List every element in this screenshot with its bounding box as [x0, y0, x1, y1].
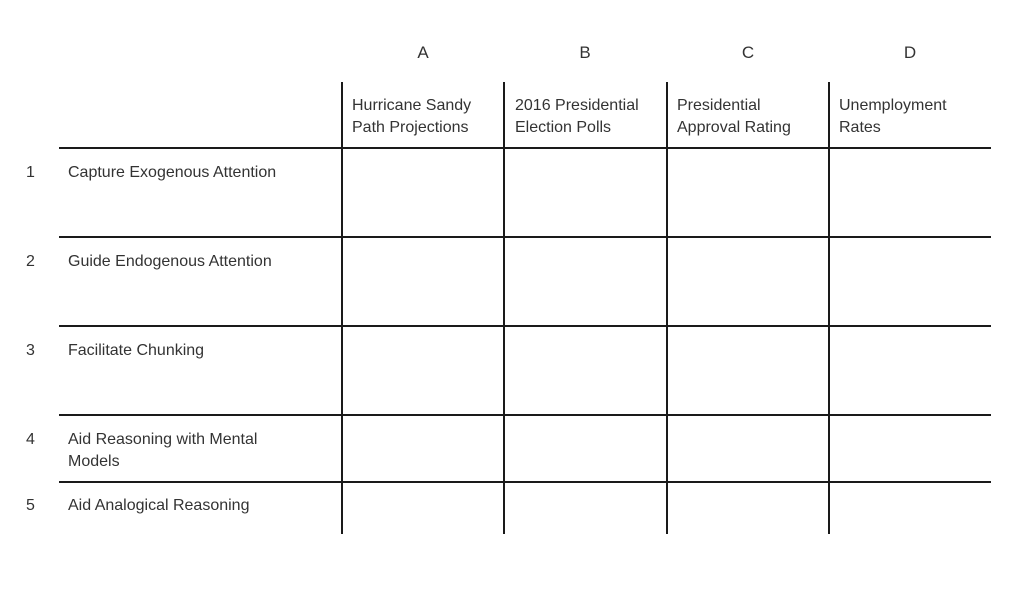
- column-letter-c: C: [741, 43, 755, 62]
- row-number-2: 2: [26, 253, 35, 270]
- row-number-5: 5: [26, 497, 35, 514]
- row-label-1: Capture Exogenous Attention: [68, 164, 277, 181]
- row-label-2: Guide Endogenous Attention: [68, 253, 272, 270]
- column-header-b: 2016 Presidential Election Polls: [515, 97, 639, 136]
- row-label-4: Aid Reasoning with Mental Models: [68, 431, 258, 470]
- column-header-a: Hurricane Sandy Path Projections: [352, 97, 472, 136]
- row-number-3: 3: [26, 342, 35, 359]
- matrix-cell: [343, 327, 503, 414]
- matrix-cell: [830, 327, 990, 414]
- matrix-cell: [505, 238, 665, 325]
- matrix-cell: [343, 149, 503, 236]
- matrix-cell: [830, 483, 990, 534]
- matrix-cell: [343, 238, 503, 325]
- matrix-cell: [505, 483, 665, 534]
- matrix-cell: [343, 416, 503, 481]
- matrix-cell: [505, 416, 665, 481]
- matrix-cell: [830, 149, 990, 236]
- column-header-d: Unemployment Rates: [839, 97, 947, 136]
- matrix-cell: [668, 416, 828, 481]
- row-number-4: 4: [26, 431, 35, 448]
- matrix-cell: [505, 327, 665, 414]
- matrix-cell: [505, 149, 665, 236]
- matrix-cell: [830, 238, 990, 325]
- column-letter-d: D: [903, 43, 917, 62]
- column-header-c: Presidential Approval Rating: [677, 97, 791, 136]
- row-label-3: Facilitate Chunking: [68, 342, 205, 359]
- row-label-5: Aid Analogical Reasoning: [68, 497, 250, 514]
- matrix-cell: [668, 149, 828, 236]
- row-number-1: 1: [26, 164, 35, 181]
- matrix-cell: [343, 483, 503, 534]
- column-letter-b: B: [579, 43, 591, 62]
- column-letter-a: A: [417, 43, 429, 62]
- matrix-cell: [668, 327, 828, 414]
- matrix-cell: [668, 483, 828, 534]
- matrix-cell: [830, 416, 990, 481]
- matrix-cell: [668, 238, 828, 325]
